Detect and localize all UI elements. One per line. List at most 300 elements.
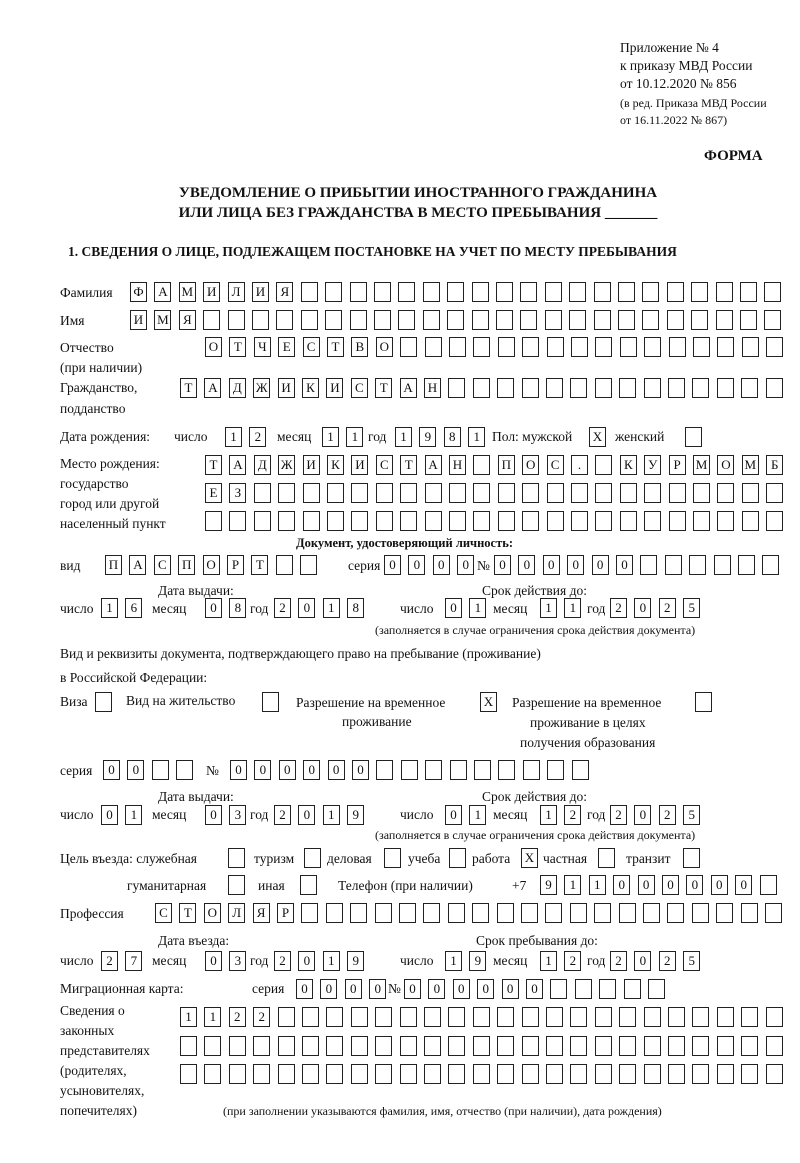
patronymic-cell[interactable] — [595, 337, 612, 357]
pob1-cell[interactable]: К — [620, 455, 637, 475]
pob2-cell[interactable] — [449, 483, 466, 503]
phone-cell[interactable]: 0 — [613, 875, 630, 895]
surname-cell[interactable] — [350, 282, 367, 302]
surname-cell[interactable]: И — [203, 282, 220, 302]
pob2-cell[interactable] — [766, 483, 783, 503]
name-cell[interactable] — [228, 310, 245, 330]
profession-cell[interactable] — [765, 903, 782, 923]
reps2-cell[interactable] — [424, 1036, 441, 1056]
citizenship-cell[interactable]: Н — [424, 378, 441, 398]
reps1-cell[interactable] — [741, 1007, 758, 1027]
patronymic-cell[interactable]: Т — [229, 337, 246, 357]
pob1-cell[interactable]: Ж — [278, 455, 295, 475]
reps1-cell[interactable] — [351, 1007, 368, 1027]
citizenship-cell[interactable]: С — [351, 378, 368, 398]
pob3-cell[interactable] — [620, 511, 637, 531]
pob1-cell[interactable]: С — [376, 455, 393, 475]
reps2-cell[interactable] — [326, 1036, 343, 1056]
citizenship-cell[interactable] — [473, 378, 490, 398]
purpose-work-checkbox[interactable]: X — [521, 848, 538, 868]
citizenship-cell[interactable] — [741, 378, 758, 398]
patronymic-cell[interactable] — [717, 337, 734, 357]
visa-checkbox[interactable] — [95, 692, 112, 712]
pob2-cell[interactable] — [425, 483, 442, 503]
mc-number-cell[interactable] — [550, 979, 567, 999]
name-cell[interactable]: И — [130, 310, 147, 330]
doc-issued-year-cell[interactable]: 2 — [274, 598, 291, 618]
citizenship-cell[interactable]: Т — [375, 378, 392, 398]
surname-cell[interactable] — [472, 282, 489, 302]
pob3-cell[interactable] — [303, 511, 320, 531]
citizenship-cell[interactable]: И — [278, 378, 295, 398]
reps3-cell[interactable] — [204, 1064, 221, 1084]
right-number-cell[interactable] — [498, 760, 515, 780]
doc-issued-year-cell[interactable]: 8 — [347, 598, 364, 618]
doc-kind-cell[interactable]: А — [129, 555, 146, 575]
name-cell[interactable] — [569, 310, 586, 330]
pob3-cell[interactable] — [278, 511, 295, 531]
pob2-cell[interactable] — [498, 483, 515, 503]
name-cell[interactable] — [398, 310, 415, 330]
surname-cell[interactable] — [301, 282, 318, 302]
mc-number-cell[interactable]: 0 — [526, 979, 543, 999]
doc-valid-year-cell[interactable]: 2 — [659, 598, 676, 618]
right-issued-year-cell[interactable]: 9 — [347, 805, 364, 825]
name-cell[interactable] — [642, 310, 659, 330]
doc-valid-month-cell[interactable]: 1 — [564, 598, 581, 618]
pob1-cell[interactable]: А — [229, 455, 246, 475]
profession-cell[interactable] — [716, 903, 733, 923]
profession-cell[interactable] — [448, 903, 465, 923]
profession-cell[interactable] — [423, 903, 440, 923]
doc-issued-year-cell[interactable]: 0 — [298, 598, 315, 618]
mc-number-cell[interactable] — [599, 979, 616, 999]
reps1-cell[interactable] — [424, 1007, 441, 1027]
profession-cell[interactable] — [350, 903, 367, 923]
entry-month-cell[interactable]: 0 — [205, 951, 222, 971]
doc-valid-month-cell[interactable]: 1 — [540, 598, 557, 618]
citizenship-cell[interactable] — [522, 378, 539, 398]
doc-issued-day-cell[interactable]: 1 — [101, 598, 118, 618]
reps1-cell[interactable] — [448, 1007, 465, 1027]
reps2-cell[interactable] — [741, 1036, 758, 1056]
reps2-cell[interactable] — [668, 1036, 685, 1056]
stay-month-cell[interactable]: 2 — [564, 951, 581, 971]
mc-number-cell[interactable]: 0 — [404, 979, 421, 999]
profession-cell[interactable] — [570, 903, 587, 923]
mc-series-cell[interactable]: 0 — [345, 979, 362, 999]
reps3-cell[interactable] — [302, 1064, 319, 1084]
pob2-cell[interactable] — [620, 483, 637, 503]
right-number-cell[interactable]: 0 — [303, 760, 320, 780]
right-number-cell[interactable] — [425, 760, 442, 780]
doc-valid-year-cell[interactable]: 2 — [610, 598, 627, 618]
patronymic-cell[interactable] — [766, 337, 783, 357]
reps2-cell[interactable] — [400, 1036, 417, 1056]
reps2-cell[interactable] — [278, 1036, 295, 1056]
pob3-cell[interactable] — [522, 511, 539, 531]
profession-cell[interactable]: Я — [253, 903, 270, 923]
citizenship-cell[interactable] — [497, 378, 514, 398]
reps1-cell[interactable] — [302, 1007, 319, 1027]
right-issued-year-cell[interactable]: 2 — [274, 805, 291, 825]
doc-number-cell[interactable]: 0 — [543, 555, 560, 575]
reps2-cell[interactable] — [766, 1036, 783, 1056]
name-cell[interactable] — [764, 310, 781, 330]
mc-number-cell[interactable]: 0 — [477, 979, 494, 999]
profession-cell[interactable] — [521, 903, 538, 923]
reps3-cell[interactable] — [644, 1064, 661, 1084]
profession-cell[interactable] — [472, 903, 489, 923]
pob1-cell[interactable]: . — [571, 455, 588, 475]
patronymic-cell[interactable] — [571, 337, 588, 357]
reps3-cell[interactable] — [326, 1064, 343, 1084]
citizenship-cell[interactable] — [448, 378, 465, 398]
purpose-business-checkbox[interactable] — [384, 848, 401, 868]
reps2-cell[interactable] — [229, 1036, 246, 1056]
reps3-cell[interactable] — [741, 1064, 758, 1084]
doc-kind-cell[interactable] — [300, 555, 317, 575]
reps3-cell[interactable] — [424, 1064, 441, 1084]
doc-issued-month-cell[interactable]: 8 — [229, 598, 246, 618]
temporary-residence-education-checkbox[interactable] — [695, 692, 712, 712]
reps3-cell[interactable] — [448, 1064, 465, 1084]
name-cell[interactable] — [667, 310, 684, 330]
pob3-cell[interactable] — [376, 511, 393, 531]
reps1-cell[interactable] — [522, 1007, 539, 1027]
doc-series-cell[interactable]: 0 — [408, 555, 425, 575]
profession-cell[interactable]: Л — [228, 903, 245, 923]
surname-cell[interactable] — [642, 282, 659, 302]
profession-cell[interactable] — [497, 903, 514, 923]
pob2-cell[interactable] — [254, 483, 271, 503]
reps1-cell[interactable] — [668, 1007, 685, 1027]
pob3-cell[interactable] — [205, 511, 222, 531]
surname-cell[interactable] — [764, 282, 781, 302]
stay-day-cell[interactable]: 9 — [469, 951, 486, 971]
pob2-cell[interactable] — [522, 483, 539, 503]
pob3-cell[interactable] — [669, 511, 686, 531]
profession-cell[interactable] — [741, 903, 758, 923]
pob3-cell[interactable] — [742, 511, 759, 531]
pob2-cell[interactable] — [473, 483, 490, 503]
patronymic-cell[interactable] — [620, 337, 637, 357]
profession-cell[interactable] — [326, 903, 343, 923]
profession-cell[interactable] — [667, 903, 684, 923]
patronymic-cell[interactable] — [425, 337, 442, 357]
phone-cell[interactable]: 0 — [638, 875, 655, 895]
right-valid-year-cell[interactable]: 2 — [610, 805, 627, 825]
doc-issued-month-cell[interactable]: 0 — [205, 598, 222, 618]
pob2-cell[interactable] — [278, 483, 295, 503]
right-valid-day-cell[interactable]: 1 — [469, 805, 486, 825]
patronymic-cell[interactable] — [547, 337, 564, 357]
reps1-cell[interactable] — [497, 1007, 514, 1027]
surname-cell[interactable]: М — [179, 282, 196, 302]
pob1-cell[interactable] — [595, 455, 612, 475]
doc-valid-year-cell[interactable]: 5 — [683, 598, 700, 618]
residence-permit-checkbox[interactable] — [262, 692, 279, 712]
pob3-cell[interactable] — [400, 511, 417, 531]
name-cell[interactable] — [691, 310, 708, 330]
right-number-cell[interactable] — [474, 760, 491, 780]
right-valid-day-cell[interactable]: 0 — [445, 805, 462, 825]
doc-number-cell[interactable] — [640, 555, 657, 575]
name-cell[interactable] — [447, 310, 464, 330]
profession-cell[interactable] — [545, 903, 562, 923]
name-cell[interactable] — [520, 310, 537, 330]
reps3-cell[interactable] — [278, 1064, 295, 1084]
mc-number-cell[interactable] — [648, 979, 665, 999]
right-number-cell[interactable] — [523, 760, 540, 780]
reps3-cell[interactable] — [692, 1064, 709, 1084]
citizenship-cell[interactable]: Т — [180, 378, 197, 398]
pob3-cell[interactable] — [327, 511, 344, 531]
phone-cell[interactable]: 1 — [589, 875, 606, 895]
pob1-cell[interactable]: Н — [449, 455, 466, 475]
pob1-cell[interactable]: Р — [669, 455, 686, 475]
mc-series-cell[interactable]: 0 — [296, 979, 313, 999]
name-cell[interactable] — [716, 310, 733, 330]
dob-year-cell[interactable]: 9 — [419, 427, 436, 447]
reps2-cell[interactable] — [448, 1036, 465, 1056]
reps3-cell[interactable] — [351, 1064, 368, 1084]
purpose-other-checkbox[interactable] — [300, 875, 317, 895]
phone-cell[interactable]: 0 — [662, 875, 679, 895]
profession-cell[interactable]: С — [155, 903, 172, 923]
patronymic-cell[interactable]: О — [376, 337, 393, 357]
reps1-cell[interactable] — [546, 1007, 563, 1027]
dob-year-cell[interactable]: 8 — [444, 427, 461, 447]
right-number-cell[interactable]: 0 — [254, 760, 271, 780]
reps1-cell[interactable] — [278, 1007, 295, 1027]
surname-cell[interactable]: Ф — [130, 282, 147, 302]
surname-cell[interactable]: Я — [276, 282, 293, 302]
patronymic-cell[interactable]: О — [205, 337, 222, 357]
patronymic-cell[interactable]: В — [351, 337, 368, 357]
reps3-cell[interactable] — [595, 1064, 612, 1084]
pob1-cell[interactable]: Б — [766, 455, 783, 475]
pob3-cell[interactable] — [449, 511, 466, 531]
pob2-cell[interactable] — [303, 483, 320, 503]
pob2-cell[interactable] — [644, 483, 661, 503]
doc-valid-day-cell[interactable]: 0 — [445, 598, 462, 618]
citizenship-cell[interactable] — [692, 378, 709, 398]
surname-cell[interactable]: А — [154, 282, 171, 302]
right-number-cell[interactable]: 0 — [230, 760, 247, 780]
pob3-cell[interactable] — [595, 511, 612, 531]
stay-month-cell[interactable]: 1 — [540, 951, 557, 971]
surname-cell[interactable] — [618, 282, 635, 302]
reps1-cell[interactable] — [644, 1007, 661, 1027]
pob1-cell[interactable]: Т — [205, 455, 222, 475]
name-cell[interactable] — [203, 310, 220, 330]
reps1-cell[interactable]: 2 — [229, 1007, 246, 1027]
reps2-cell[interactable] — [302, 1036, 319, 1056]
doc-number-cell[interactable] — [665, 555, 682, 575]
reps3-cell[interactable] — [717, 1064, 734, 1084]
doc-kind-cell[interactable]: О — [203, 555, 220, 575]
right-number-cell[interactable]: 0 — [279, 760, 296, 780]
doc-series-cell[interactable]: 0 — [457, 555, 474, 575]
entry-day-cell[interactable]: 2 — [101, 951, 118, 971]
right-number-cell[interactable]: 0 — [352, 760, 369, 780]
reps2-cell[interactable] — [375, 1036, 392, 1056]
patronymic-cell[interactable] — [498, 337, 515, 357]
dob-year-cell[interactable]: 1 — [468, 427, 485, 447]
reps1-cell[interactable] — [400, 1007, 417, 1027]
surname-cell[interactable]: И — [252, 282, 269, 302]
profession-cell[interactable]: О — [204, 903, 221, 923]
name-cell[interactable] — [276, 310, 293, 330]
pob2-cell[interactable] — [717, 483, 734, 503]
patronymic-cell[interactable] — [522, 337, 539, 357]
name-cell[interactable] — [350, 310, 367, 330]
mc-number-cell[interactable]: 0 — [502, 979, 519, 999]
right-valid-month-cell[interactable]: 1 — [540, 805, 557, 825]
stay-year-cell[interactable]: 5 — [683, 951, 700, 971]
right-issued-day-cell[interactable]: 1 — [125, 805, 142, 825]
surname-cell[interactable] — [496, 282, 513, 302]
surname-cell[interactable] — [667, 282, 684, 302]
citizenship-cell[interactable] — [717, 378, 734, 398]
surname-cell[interactable] — [423, 282, 440, 302]
entry-year-cell[interactable]: 9 — [347, 951, 364, 971]
phone-cell[interactable]: 0 — [711, 875, 728, 895]
doc-number-cell[interactable]: 0 — [592, 555, 609, 575]
female-checkbox[interactable] — [685, 427, 702, 447]
surname-cell[interactable]: Л — [228, 282, 245, 302]
patronymic-cell[interactable]: Е — [278, 337, 295, 357]
pob2-cell[interactable] — [400, 483, 417, 503]
surname-cell[interactable] — [447, 282, 464, 302]
pob1-cell[interactable]: И — [351, 455, 368, 475]
right-issued-month-cell[interactable]: 0 — [205, 805, 222, 825]
name-cell[interactable] — [423, 310, 440, 330]
mc-number-cell[interactable] — [624, 979, 641, 999]
pob3-cell[interactable] — [498, 511, 515, 531]
pob1-cell[interactable]: М — [742, 455, 759, 475]
pob3-cell[interactable] — [571, 511, 588, 531]
reps3-cell[interactable] — [473, 1064, 490, 1084]
name-cell[interactable]: Я — [179, 310, 196, 330]
right-number-cell[interactable] — [572, 760, 589, 780]
pob1-cell[interactable] — [473, 455, 490, 475]
pob1-cell[interactable]: О — [717, 455, 734, 475]
surname-cell[interactable] — [569, 282, 586, 302]
right-series-cell[interactable] — [176, 760, 193, 780]
citizenship-cell[interactable]: А — [204, 378, 221, 398]
patronymic-cell[interactable] — [644, 337, 661, 357]
mc-number-cell[interactable]: 0 — [453, 979, 470, 999]
pob2-cell[interactable]: З — [229, 483, 246, 503]
pob3-cell[interactable] — [644, 511, 661, 531]
doc-number-cell[interactable]: 0 — [616, 555, 633, 575]
purpose-transit-checkbox[interactable] — [683, 848, 700, 868]
doc-valid-year-cell[interactable]: 0 — [634, 598, 651, 618]
mc-series-cell[interactable]: 0 — [320, 979, 337, 999]
pob3-cell[interactable] — [351, 511, 368, 531]
reps2-cell[interactable] — [497, 1036, 514, 1056]
reps3-cell[interactable] — [375, 1064, 392, 1084]
profession-cell[interactable] — [619, 903, 636, 923]
doc-number-cell[interactable]: 0 — [494, 555, 511, 575]
profession-cell[interactable]: Т — [179, 903, 196, 923]
reps3-cell[interactable] — [180, 1064, 197, 1084]
citizenship-cell[interactable] — [766, 378, 783, 398]
citizenship-cell[interactable] — [644, 378, 661, 398]
reps2-cell[interactable] — [717, 1036, 734, 1056]
reps2-cell[interactable] — [204, 1036, 221, 1056]
profession-cell[interactable] — [375, 903, 392, 923]
reps1-cell[interactable]: 1 — [204, 1007, 221, 1027]
entry-day-cell[interactable]: 7 — [125, 951, 142, 971]
reps2-cell[interactable] — [692, 1036, 709, 1056]
dob-month-cell[interactable]: 1 — [322, 427, 339, 447]
reps2-cell[interactable] — [180, 1036, 197, 1056]
doc-issued-day-cell[interactable]: 6 — [125, 598, 142, 618]
pob2-cell[interactable] — [693, 483, 710, 503]
phone-cell[interactable] — [760, 875, 777, 895]
reps2-cell[interactable] — [619, 1036, 636, 1056]
doc-number-cell[interactable] — [762, 555, 779, 575]
reps3-cell[interactable] — [546, 1064, 563, 1084]
entry-year-cell[interactable]: 1 — [323, 951, 340, 971]
surname-cell[interactable] — [691, 282, 708, 302]
patronymic-cell[interactable] — [742, 337, 759, 357]
doc-number-cell[interactable]: 0 — [567, 555, 584, 575]
profession-cell[interactable] — [643, 903, 660, 923]
profession-cell[interactable] — [399, 903, 416, 923]
pob3-cell[interactable] — [717, 511, 734, 531]
patronymic-cell[interactable]: С — [303, 337, 320, 357]
male-checkbox[interactable]: X — [589, 427, 606, 447]
right-number-cell[interactable] — [376, 760, 393, 780]
surname-cell[interactable] — [398, 282, 415, 302]
pob1-cell[interactable]: К — [327, 455, 344, 475]
doc-issued-year-cell[interactable]: 1 — [323, 598, 340, 618]
reps1-cell[interactable]: 2 — [253, 1007, 270, 1027]
pob1-cell[interactable]: Т — [400, 455, 417, 475]
pob1-cell[interactable]: И — [303, 455, 320, 475]
pob2-cell[interactable] — [547, 483, 564, 503]
profession-cell[interactable] — [301, 903, 318, 923]
patronymic-cell[interactable] — [400, 337, 417, 357]
right-series-cell[interactable]: 0 — [103, 760, 120, 780]
profession-cell[interactable] — [692, 903, 709, 923]
pob3-cell[interactable] — [547, 511, 564, 531]
pob3-cell[interactable] — [425, 511, 442, 531]
name-cell[interactable] — [252, 310, 269, 330]
surname-cell[interactable] — [716, 282, 733, 302]
pob3-cell[interactable] — [473, 511, 490, 531]
name-cell[interactable] — [545, 310, 562, 330]
surname-cell[interactable] — [520, 282, 537, 302]
reps2-cell[interactable] — [644, 1036, 661, 1056]
reps2-cell[interactable] — [570, 1036, 587, 1056]
name-cell[interactable] — [374, 310, 391, 330]
purpose-humanitarian-checkbox[interactable] — [228, 875, 245, 895]
patronymic-cell[interactable] — [449, 337, 466, 357]
dob-day-cell[interactable]: 1 — [225, 427, 242, 447]
stay-year-cell[interactable]: 2 — [610, 951, 627, 971]
doc-kind-cell[interactable]: Т — [251, 555, 268, 575]
pob3-cell[interactable] — [693, 511, 710, 531]
reps2-cell[interactable] — [253, 1036, 270, 1056]
patronymic-cell[interactable]: Ч — [254, 337, 271, 357]
right-valid-year-cell[interactable]: 0 — [634, 805, 651, 825]
entry-month-cell[interactable]: 3 — [229, 951, 246, 971]
